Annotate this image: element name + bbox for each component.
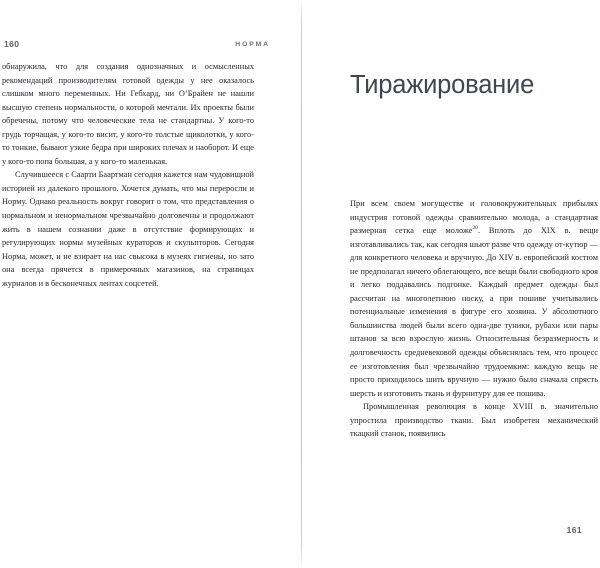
left-running-head-title: НОРМА: [235, 40, 270, 48]
paragraph-text: Промышленная революция в конце XVIII в. значительно упростила производство ткани. Был изобретен механический ткацкий станок, появились: [350, 402, 598, 439]
paragraph: Случившееся с Саарти Баартман сегодня кажется нам чудовищной историей из далекого прошлого. Хочется думать, что мы переросли и Норму. Однако реальность вокруг говорит о том, что представления о нормальном и ненормальном чрезвычайно долговечны и продолжают жить в нашем сознании даже в отсутствие формирующих и регулирующих нормы музейных кураторов и скульпторов. Сегодня Норма, может, и не взирает на нас свысока в музеях гигиены, но зато она всегда прячется в примерочных магазинов, на страницах журналов и в бесконечных лентах соцсетей.: [2, 170, 254, 288]
right-page: [302, 0, 600, 568]
right-page-folio: 161: [566, 525, 582, 535]
chapter-title: Тиражирование: [350, 71, 535, 100]
footnote-marker[interactable]: 20: [472, 225, 478, 232]
right-page-body: [350, 197, 598, 441]
paragraph: [350, 197, 598, 400]
left-running-head: [0, 38, 301, 50]
paragraph: [350, 400, 598, 441]
paragraph-text-before-footnote: При всем своем могуществе и головокружительных прибылях индустрия готовой одежды сравнительно молода, а стандартная размерная сетка еще моложе: [350, 199, 598, 236]
paragraph: обнаружила, что для создания однозначных и осмысленных рекомендаций производителям готовой одежды у нее оказалось слишком много переменных. Ни Гебхард, ни О’Брайен не нашли высшую степень нормальности, о которой мечтали. Их проекты были обречены, потому что человеческие тела не стандартны. У кого-то грудь торчащая, у кого-то висит, у кого-то толстые щиколотки, у кого-то тонкие, бывают узкие бедра при широких плечах и наоборот. И еще у кого-то попа большая, а у кого-то маленькая.: [2, 62, 254, 166]
paragraph-text-after-footnote: . Вплоть до XIX в. вещи изготавливались так, как сегодня шьют разве что одежду от-кутюр — для конкретного человека и вручную. До XIV в. европейский костюм не предполагал ничего облегающего, все вещи были свободного кроя и легко поддавались подгонке. Каждый предмет одежды был рассчитан на многолетнюю носку, а при пошиве учитывались потенциальные изменения в фигуре его хозяина. У абсолютного большинства людей были всего одна-две туники, рубахи или пары штанов за всю взрослую жизнь. Относительная безразмерность и долговечность средневековой одежды объяснялась тем, что процесс ее изготовления был чрезвычайно трудоемким: каждую вещь не просто приходилось шить вручную — нужно было сначала спрясть шерсть и изготовить ткань и фурнитуру для ее пошива.: [350, 226, 598, 398]
left-page-body: [2, 60, 254, 290]
left-page-folio: 160: [4, 39, 20, 49]
